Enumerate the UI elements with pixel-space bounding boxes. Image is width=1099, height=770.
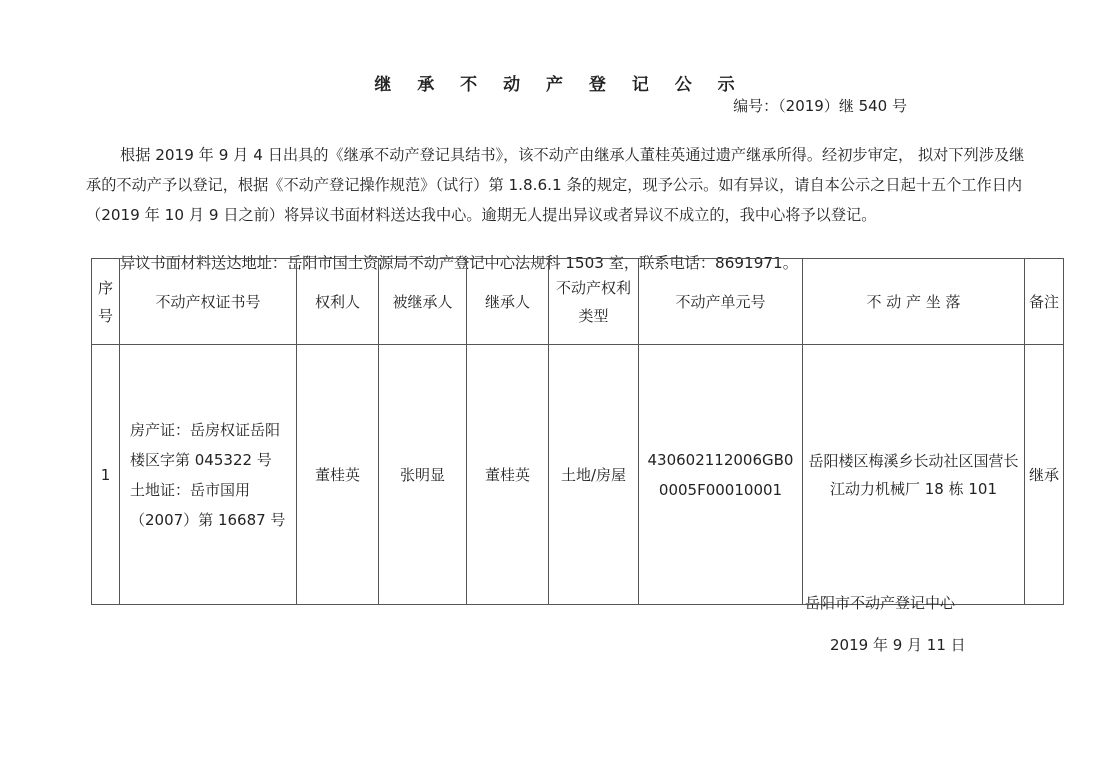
header-remark: 备注 bbox=[1025, 259, 1064, 345]
objection-address: 异议书面材料送达地址：岳阳市国土资源局不动产登记中心法规科 1503 室，联系电话：8691971。 bbox=[120, 254, 798, 272]
issuing-organization: 岳阳市不动产登记中心 bbox=[805, 594, 956, 612]
header-seq: 序号 bbox=[92, 259, 120, 345]
cell-heir: 董桂英 bbox=[467, 345, 549, 605]
table-row bbox=[92, 345, 1064, 605]
table-header-row bbox=[92, 259, 1064, 345]
header-decedent: 被继承人 bbox=[379, 259, 467, 345]
notice-body bbox=[86, 140, 1026, 230]
header-right-holder: 权利人 bbox=[297, 259, 379, 345]
cell-cert-no: 房产证：岳房权证岳阳楼区字第 045322 号 土地证：岳市国用（2007）第 16687 号 bbox=[120, 345, 297, 605]
cell-right-holder: 董桂英 bbox=[297, 345, 379, 605]
cell-unit-no: 430602112006GB00005F00010001 bbox=[639, 345, 803, 605]
notice-paragraph: 根据 2019 年 9 月 4 日出具的《继承不动产登记具结书》，该不动产由继承人董桂英通过遗产继承所得。经初步审定， 拟对下列涉及继承的不动产予以登记，根据《不动产登记操作规范》（试行）第 1.8.6.1 条的规定，现予公示。如有异议，请自本公示之日起十五个工作日内（2019 年 10 月 9 日之前）将异议书面材料送达我中心。逾期无人提出异议或者异议不成立的，我中心将予以登记。 bbox=[86, 146, 1025, 224]
notice-title: 继 承 不 动 产 登 记 公 示 bbox=[374, 75, 745, 95]
cell-seq: 1 bbox=[92, 345, 120, 605]
header-right-type: 不动产权利类型 bbox=[549, 259, 639, 345]
cell-location: 岳阳楼区梅溪乡长动社区国营长江动力机械厂 18 栋 101 bbox=[803, 345, 1025, 605]
registration-table bbox=[91, 258, 1064, 605]
document-number: 编号：（2019）继 540 号 bbox=[733, 97, 907, 115]
cell-right-type: 土地/房屋 bbox=[549, 345, 639, 605]
cell-remark: 继承 bbox=[1025, 345, 1064, 605]
header-unit-no: 不动产单元号 bbox=[639, 259, 803, 345]
header-cert-no: 不动产权证书号 bbox=[120, 259, 297, 345]
header-location: 不 动 产 坐 落 bbox=[803, 259, 1025, 345]
issue-date: 2019 年 9 月 11 日 bbox=[830, 636, 966, 654]
cell-decedent: 张明显 bbox=[379, 345, 467, 605]
header-heir: 继承人 bbox=[467, 259, 549, 345]
